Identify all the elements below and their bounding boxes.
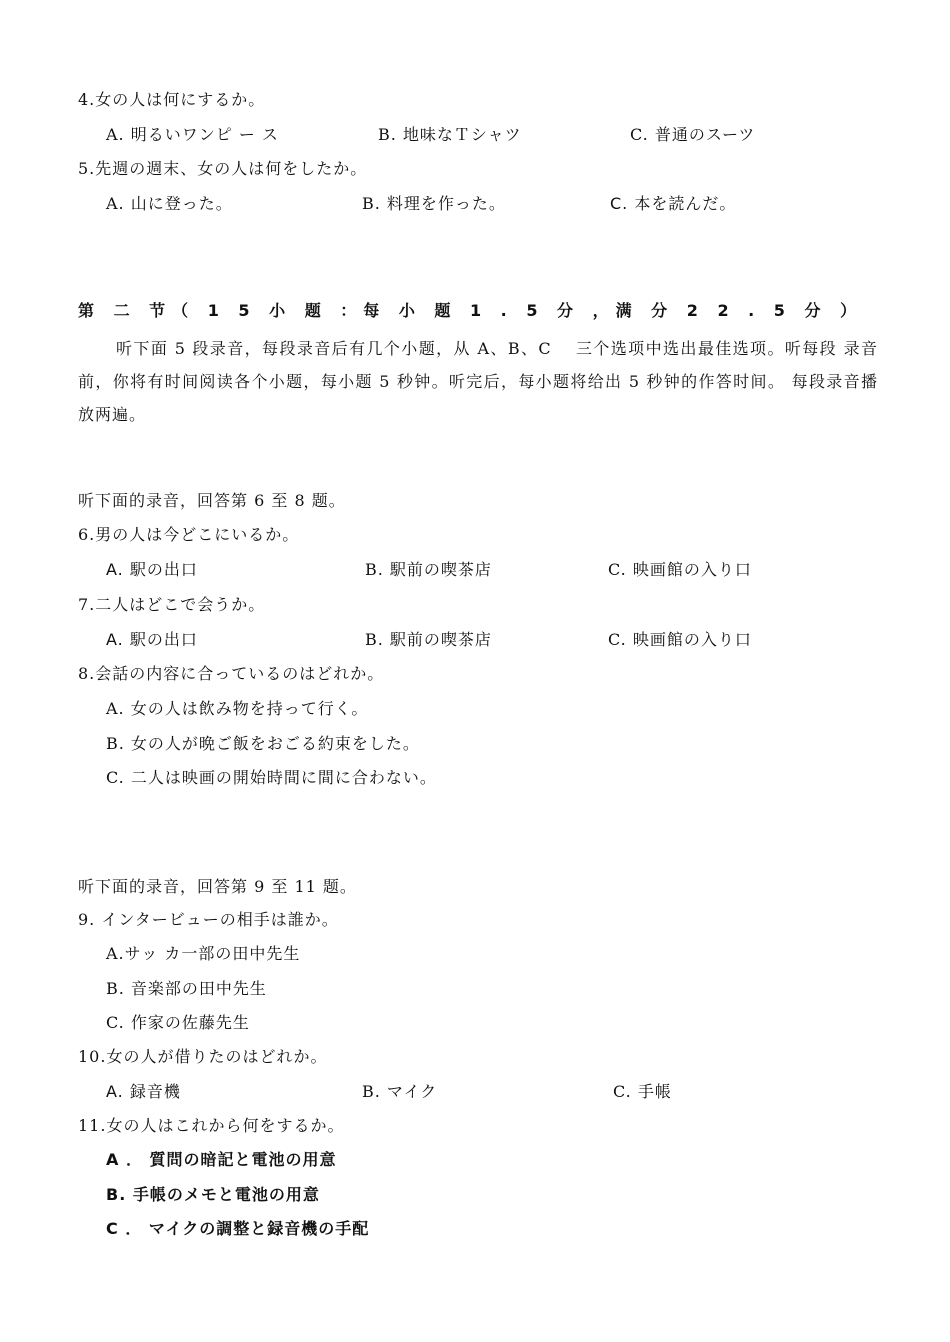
- section-heading: 第 二 节（ 1 5 小 题 ：每 小 题 1 . 5 分 ，满 分 2 2 . 5 分 ）: [78, 301, 864, 320]
- q6-option-a: A. 駅の出口: [106, 560, 198, 579]
- q8-option-b: B. 女の人が晩ご飯をおごる約束をした。: [106, 734, 420, 753]
- q4-option-b: B. 地味なＴシャツ: [378, 125, 522, 144]
- q9-stem: 9. インタービューの相手は誰か。: [78, 910, 339, 929]
- q8-option-a: A. 女の人は飲み物を持って行く。: [106, 699, 369, 718]
- group2-intro: 听下面的录音，回答第 9 至 11 题。: [78, 877, 357, 896]
- q7-option-b: B. 駅前の喫茶店: [365, 630, 492, 649]
- q10-stem: 10.女の人が借りたのはどれか。: [78, 1047, 328, 1066]
- q5-option-c: C. 本を読んだ。: [610, 194, 737, 213]
- q8-stem: 8.会話の内容に合っているのはどれか。: [78, 664, 385, 683]
- q10-option-b: B. マイク: [362, 1082, 438, 1101]
- q5-option-a: A. 山に登った。: [106, 194, 233, 213]
- q4-option-a: A. 明るいワンピ ー ス: [106, 125, 279, 144]
- section-instructions: 听下面 5 段录音，每段录音后有几个小题，从 A、B、C 三个选项中选出最佳选项。听每段 录音前，你将有时间阅读各个小题，每小题 5 秒钟。听完后，每小题将给出 5 秒钟的作答时间。 每段录音播放两遍。: [78, 339, 878, 424]
- q4-option-c: C. 普通のスーツ: [630, 125, 756, 144]
- q6-option-c: C. 映画館の入り口: [608, 560, 752, 579]
- q10-option-a: A. 録音機: [106, 1082, 181, 1101]
- q6-stem: 6.男の人は今どこにいるか。: [78, 525, 300, 544]
- q7-option-c: C. 映画館の入り口: [608, 630, 752, 649]
- q9-option-c: C. 作家の佐藤先生: [106, 1013, 250, 1032]
- q11-option-c: C ． マイクの調整と録音機の手配: [106, 1219, 370, 1238]
- q7-stem: 7.二人はどこで会うか。: [78, 595, 266, 614]
- q8-option-c: C. 二人は映画の開始時間に間に合わない。: [106, 768, 437, 787]
- q5-option-b: B. 料理を作った。: [362, 194, 506, 213]
- q9-option-b: B. 音楽部の田中先生: [106, 979, 267, 998]
- q10-option-c: C. 手帳: [613, 1082, 672, 1101]
- group1-intro: 听下面的录音，回答第 6 至 8 题。: [78, 491, 346, 510]
- q6-option-b: B. 駅前の喫茶店: [365, 560, 492, 579]
- q7-option-a: A. 駅の出口: [106, 630, 198, 649]
- q4-stem: 4.女の人は何にするか。: [78, 90, 266, 109]
- q11-option-b: B. 手帳のメモと電池の用意: [106, 1185, 320, 1204]
- q9-option-a: A.サッ カ一部の田中先生: [106, 944, 301, 963]
- q5-stem: 5.先週の週末、女の人は何をしたか。: [78, 159, 368, 178]
- q11-option-a: A ． 質問の暗記と電池の用意: [106, 1150, 337, 1169]
- q11-stem: 11.女の人はこれから何をするか。: [78, 1116, 345, 1135]
